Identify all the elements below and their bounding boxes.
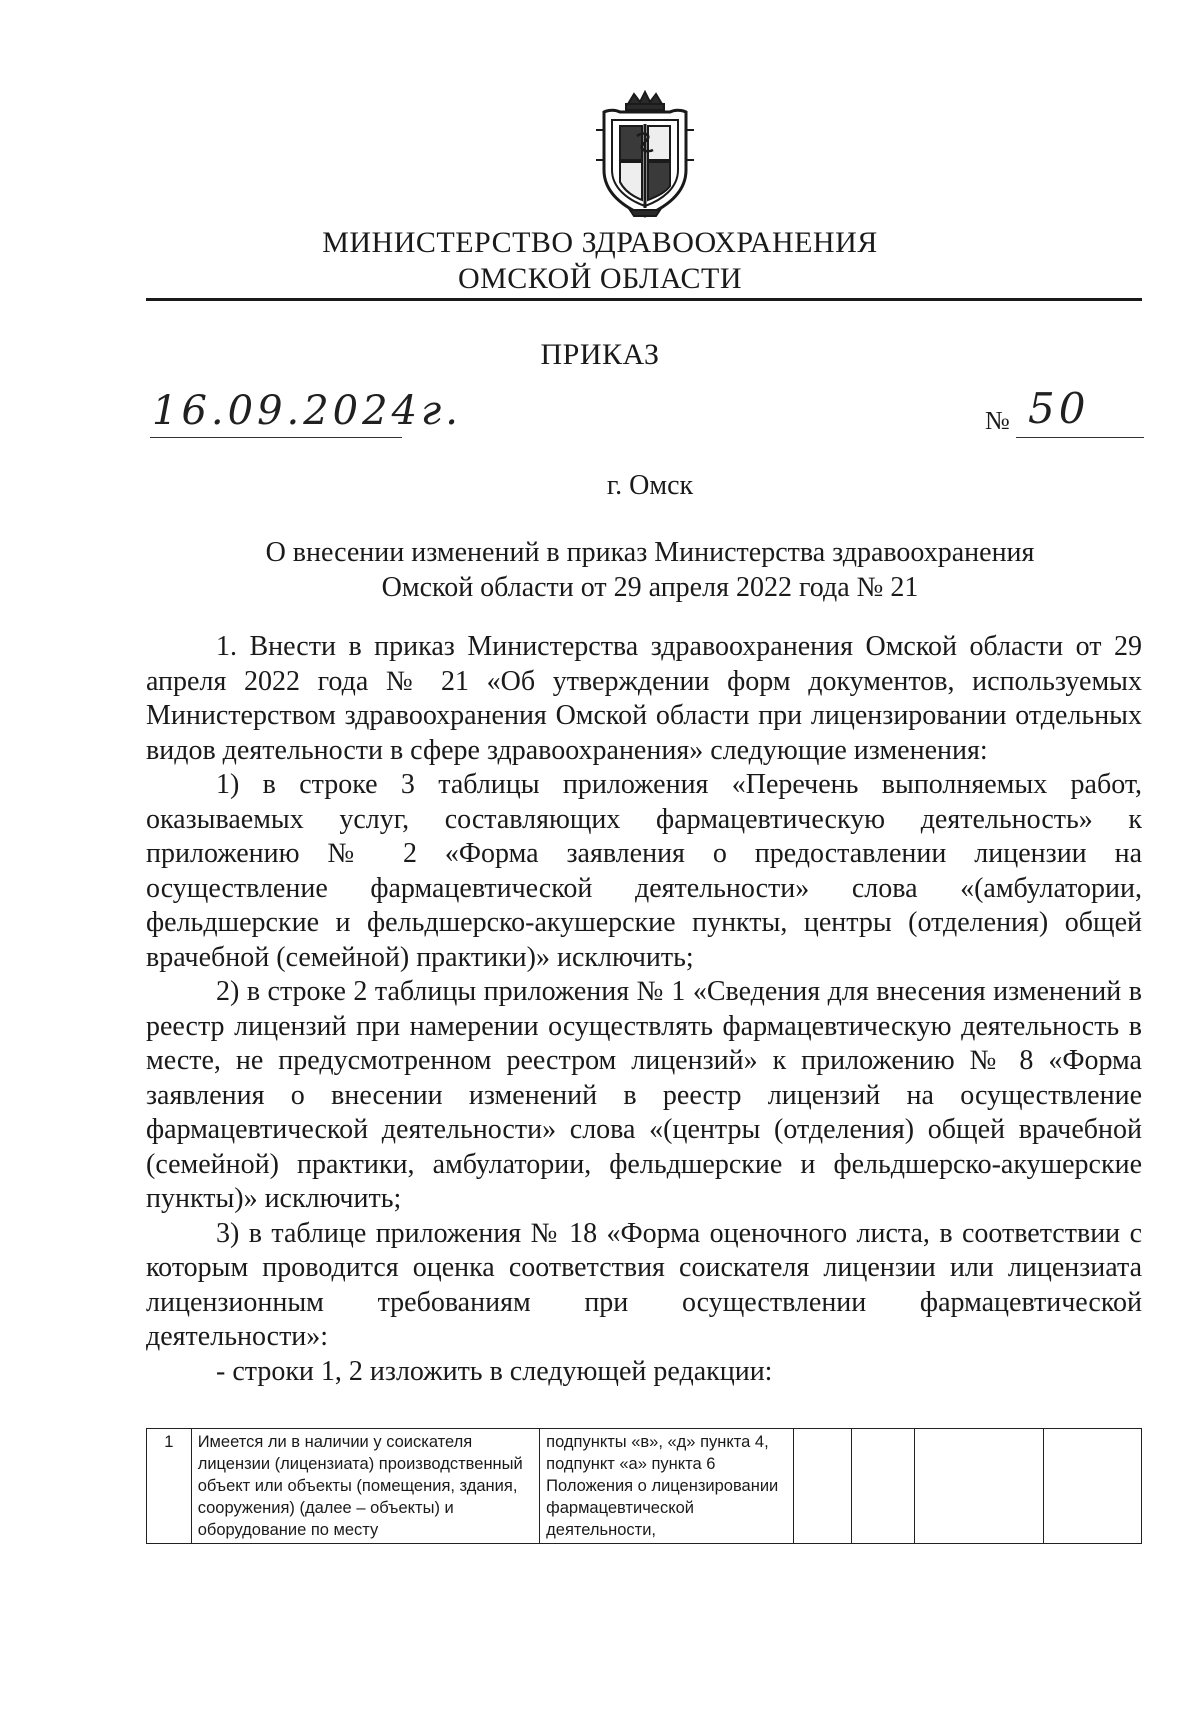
date-underline [150,437,402,438]
paragraph-item-2: 2) в строке 2 таблицы приложения № 1 «Сведения для внесения изменений в реестр лицензий при намерении осуществлять фармацевтическую деятельность в месте, не предусмотренном реестром лицензий» к приложению № 8 «Форма заявления о внесении изменений в реестр лицензий на осуществление фармацевтической деятельности» слова «(центры (отделения) общей врачебной (семейной) практики, амбулатории, фельдшерские и фельдшерско-акушерские пункты)» исключить; [146,976,1142,1214]
paragraph-item-1: 1) в строке 3 таблицы приложения «Перечень выполняемых работ, оказываемых услуг, составляющих фармацевтическую деятельность» к приложению № 2 «Форма заявления о предоставлении лицензии на осуществление фармацевтической деятельности» слова «(амбулатории, фельдшерские и фельдшерско-акушерские пункты, центры (отделения) общей врачебной (семейной) практики)» исключить; [146,769,1142,973]
empty-cell [1044,1429,1142,1544]
handwritten-number: 50 [1028,384,1090,433]
assessment-table [146,1428,1142,1544]
empty-cell [793,1429,851,1544]
document-title [150,535,1150,605]
paragraph-1: 1. Внести в приказ Министерства здравоохранения Омской области от 29 апреля 2022 года № 21 «Об утверждении форм документов, используемых Министерством здравоохранения Омской области при лицензировании отдельных видов деятельности в сфере здравоохранения» следующие изменения: [146,631,1142,766]
empty-cell [914,1429,1043,1544]
coat-of-arms-icon [590,90,700,220]
table-row [147,1429,1142,1544]
row-number: 1 [147,1429,192,1544]
ministry-name-line2: ОМСКОЙ ОБЛАСТИ [457,262,743,295]
number-underline [1016,437,1144,438]
document-type: ПРИКАЗ [540,338,660,371]
handwritten-date: 16.09.2024г. [152,388,462,434]
city: г. Омск [606,470,694,501]
title-line2: Омской области от 29 апреля 2022 года № 21 [381,572,919,603]
row-reference: подпункты «в», «д» пункта 4, подпункт «а» пункта 6 Положения о лицензировании фармацевтической деятельности, [540,1429,794,1544]
paragraph-item-3: 3) в таблице приложения № 18 «Форма оценочного листа, в соответствии с которым проводится оценка соответствия соискателя лицензии или лицензиата лицензионным требованиям при осуществлении фармацевтической деятельности»: [146,1217,1142,1352]
ministry-name-line1: МИНИСТЕРСТВО ЗДРАВООХРАНЕНИЯ [322,226,878,259]
document-body [146,630,1142,1389]
number-sign: № [985,406,1010,435]
title-line1: О внесении изменений в приказ Министерства здравоохранения [265,537,1035,568]
header-divider [146,298,1142,301]
empty-cell [852,1429,914,1544]
paragraph-rows-note: - строки 1, 2 изложить в следующей редакции: [216,1355,773,1387]
row-question: Имеется ли в наличии у соискателя лицензии (лицензиата) производственный объект или объекты (помещения, здания, сооружения) (далее – объекты) и оборудование по месту [191,1429,539,1544]
